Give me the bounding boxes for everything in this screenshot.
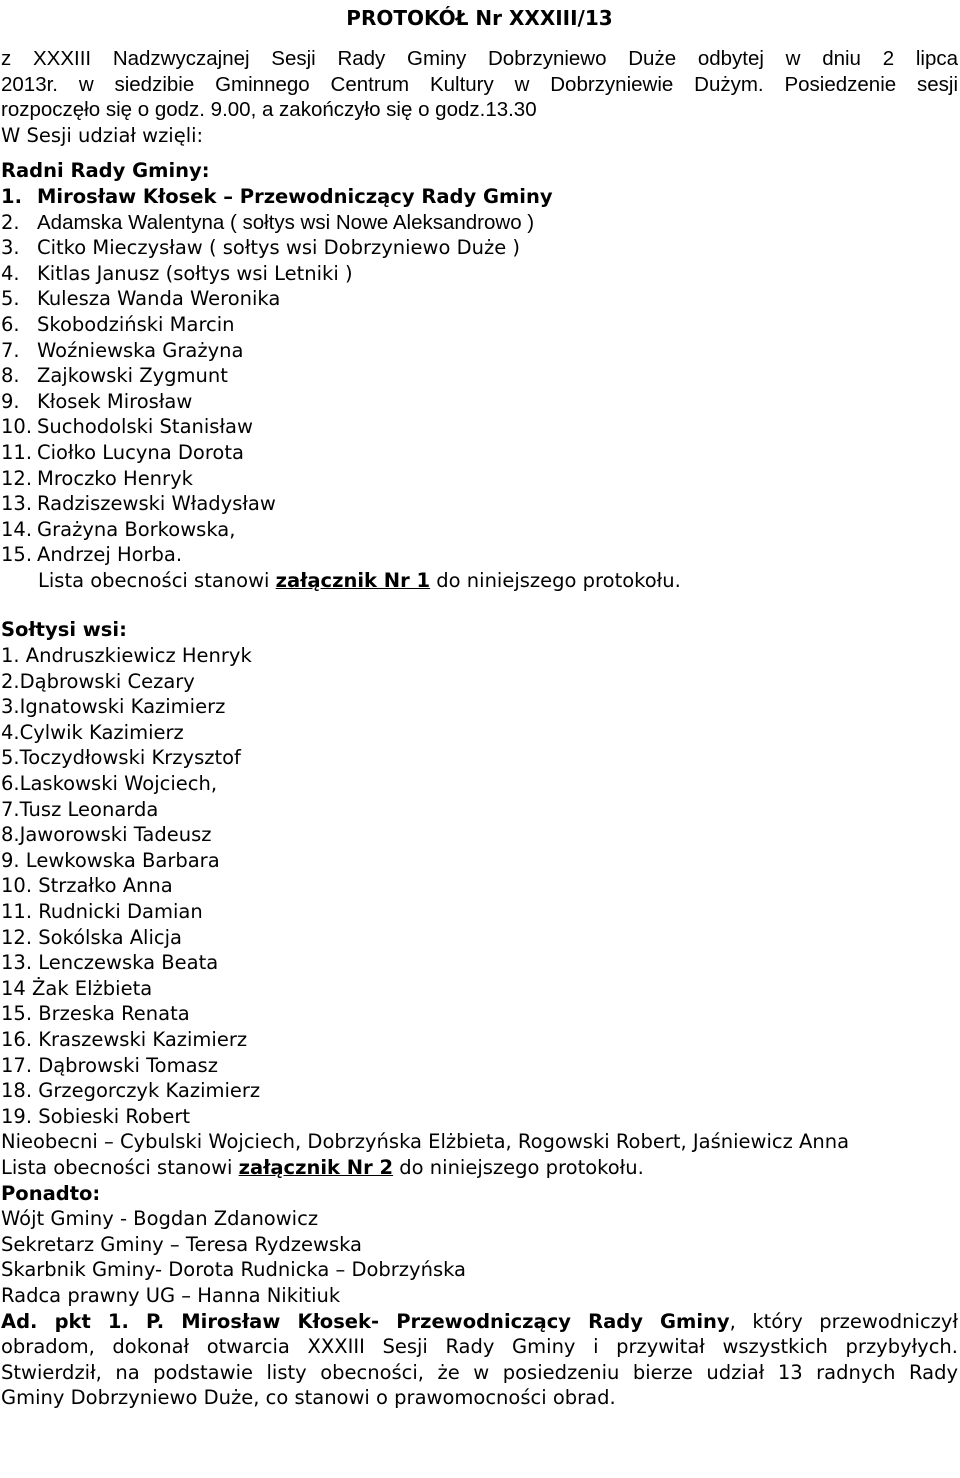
list-item: 14 Żak Elżbieta: [1, 976, 153, 1000]
list-item: 8.Jaworowski Tadeusz: [1, 823, 212, 847]
pkt1-line-3: Stwierdził, na podstawie listy obecności, że w posiedzeniu bierze udział 13 radnych Rady: [1, 1360, 958, 1384]
list-item: [1, 440, 958, 466]
list-item: 15. Brzeska Renata: [1, 1002, 190, 1026]
intro-line-1: z XXXIII Nadzwyczajnej Sesji Rady Gminy Dobrzyniewo Duże odbytej w dniu 2 lipca: [1, 47, 958, 70]
pkt1-text: , który przewodniczył: [729, 1309, 958, 1333]
intro-attendance-label: W Sesji udział wzięli:: [1, 123, 204, 147]
radni-list-continued: [1, 210, 958, 236]
attendance-text: Lista obecności stanowi: [38, 568, 276, 592]
list-item: 12. Sokólska Alicja: [1, 925, 182, 949]
list-item-text: Skobodziński Marcin: [37, 312, 235, 336]
list-item: 11. Rudnicki Damian: [1, 900, 203, 923]
list-item: [1, 338, 958, 364]
list-item-text: Kłosek Mirosław: [37, 389, 193, 413]
list-item-text: Radziszewski Władysław: [37, 492, 276, 516]
list-item-number: 1.: [1, 184, 22, 208]
list-item: 18. Grzegorczyk Kazimierz: [1, 1079, 261, 1103]
list-item-number: 12.: [1, 466, 33, 490]
attendance-text: Lista obecności stanowi: [1, 1155, 239, 1179]
list-item-text: Grażyna Borkowska,: [37, 517, 236, 541]
list-item-number: 9.: [1, 389, 20, 413]
list-item: [1, 210, 958, 236]
list-item: [1, 542, 958, 568]
list-item-number: 11.: [1, 440, 33, 464]
list-item-text: Kulesza Wanda Weronika: [37, 287, 281, 311]
attachment-reference: załącznik Nr 1: [275, 568, 431, 592]
intro-line-2: 2013r. w siedzibie Gminnego Centrum Kultury w Dobrzyniewie Dużym. Posiedzenie sesji: [1, 72, 958, 96]
list-item: 19. Sobieski Robert: [1, 1104, 191, 1128]
list-item-number: 8.: [1, 364, 20, 388]
list-item: [1, 517, 958, 543]
list-item: [1, 363, 958, 389]
list-item-number: 14.: [1, 517, 33, 541]
radni-heading: Radni Rady Gminy:: [1, 159, 210, 183]
list-item: 9. Lewkowska Barbara: [1, 848, 220, 872]
list-item-number: 3.: [1, 236, 20, 260]
list-item: [1, 389, 958, 415]
list-item-number: 4.: [1, 261, 20, 285]
soltysi-attendance-note: [1, 1155, 958, 1181]
soltysi-list: [1, 643, 958, 1129]
ponadto-item: Radca prawny UG – Hanna Nikitiuk: [1, 1283, 341, 1307]
list-item: 4.Cylwik Kazimierz: [1, 720, 184, 744]
list-item-text: Ciołko Lucyna Dorota: [37, 440, 244, 464]
radni-attendance-note: [1, 568, 958, 594]
list-item-text: Zajkowski Zygmunt: [37, 364, 228, 388]
list-item: 6.Laskowski Wojciech,: [1, 772, 218, 796]
list-item: [1, 261, 958, 287]
pkt1-heading: Ad. pkt 1. P. Mirosław Kłosek- Przewodniczący Rady Gminy: [1, 1309, 730, 1333]
ponadto-item: Sekretarz Gminy – Teresa Rydzewska: [1, 1232, 362, 1256]
list-item-number: 6.: [1, 312, 20, 336]
ponadto-heading: Ponadto:: [1, 1181, 101, 1205]
list-item-text: Kitlas Janusz (sołtys wsi Letniki ): [37, 261, 353, 285]
list-item: 16. Kraszewski Kazimierz: [1, 1027, 248, 1051]
list-item-number: 2.: [1, 210, 20, 234]
list-item: 10. Strzałko Anna: [1, 874, 173, 898]
absent-list: Nieobecni – Cybulski Wojciech, Dobrzyńska Elżbieta, Rogowski Robert, Jaśniewicz Anna: [1, 1130, 850, 1154]
soltysi-heading: Sołtysi wsi:: [1, 618, 127, 642]
intro-line-3: rozpoczęło się o godz. 9.00, a zakończyło się o godz.13.30: [1, 98, 537, 122]
list-item-number: 7.: [1, 338, 20, 362]
pkt1-line-1: [1, 1309, 958, 1335]
list-item: [1, 466, 958, 492]
list-item: [1, 491, 958, 517]
protocol-title: PROTOKÓŁ Nr XXXIII/13: [346, 6, 613, 30]
list-item-text: Suchodolski Stanisław: [37, 415, 253, 439]
list-item: 2.Dąbrowski Cezary: [1, 669, 195, 693]
radni-list: [1, 184, 958, 210]
list-item: 17. Dąbrowski Tomasz: [1, 1053, 218, 1077]
list-item: [1, 235, 958, 261]
ponadto-item: Skarbnik Gminy- Dorota Rudnicka – Dobrzyńska: [1, 1258, 467, 1282]
list-item-number: 10.: [1, 415, 33, 439]
list-item-text: Citko Mieczysław ( sołtys wsi Dobrzyniewo Duże ): [37, 236, 521, 260]
list-item: [1, 286, 958, 312]
attachment-reference: załącznik Nr 2: [238, 1155, 394, 1179]
list-item-text: Mroczko Henryk: [37, 466, 193, 490]
list-item-number: 13.: [1, 492, 33, 516]
list-item: [1, 184, 958, 210]
list-item: [1, 312, 958, 338]
list-item: 7.Tusz Leonarda: [1, 797, 159, 821]
list-item-number: 5.: [1, 287, 20, 311]
attendance-text-end: do niniejszego protokołu.: [430, 568, 681, 592]
ponadto-item: Wójt Gminy - Bogdan Zdanowicz: [1, 1207, 319, 1231]
list-item: 1. Andruszkiewicz Henryk: [1, 644, 252, 668]
intro-paragraph: [1, 46, 958, 123]
list-item: 13. Lenczewska Beata: [1, 951, 219, 975]
list-item-text: Mirosław Kłosek – Przewodniczący Rady Gminy: [37, 184, 553, 208]
pkt1-line-2: obradom, dokonał otwarcia XXXIII Sesji Rady Gminy i przywitał wszystkich przybyłych.: [1, 1335, 958, 1359]
radni-list-rest: [1, 235, 958, 568]
pkt1-line-4: Gminy Dobrzyniewo Duże, co stanowi o prawomocności obrad.: [1, 1386, 616, 1410]
attendance-text-end: do niniejszego protokołu.: [393, 1155, 644, 1179]
list-item-text: Adamska Walentyna ( sołtys wsi Nowe Aleksandrowo ): [37, 210, 535, 234]
list-item: [1, 414, 958, 440]
list-item: 3.Ignatowski Kazimierz: [1, 695, 226, 719]
list-item-text: Woźniewska Grażyna: [37, 338, 244, 362]
list-item-text: Andrzej Horba.: [37, 543, 183, 567]
list-item-number: 15.: [1, 543, 33, 567]
list-item: 5.Toczydłowski Krzysztof: [1, 746, 241, 770]
